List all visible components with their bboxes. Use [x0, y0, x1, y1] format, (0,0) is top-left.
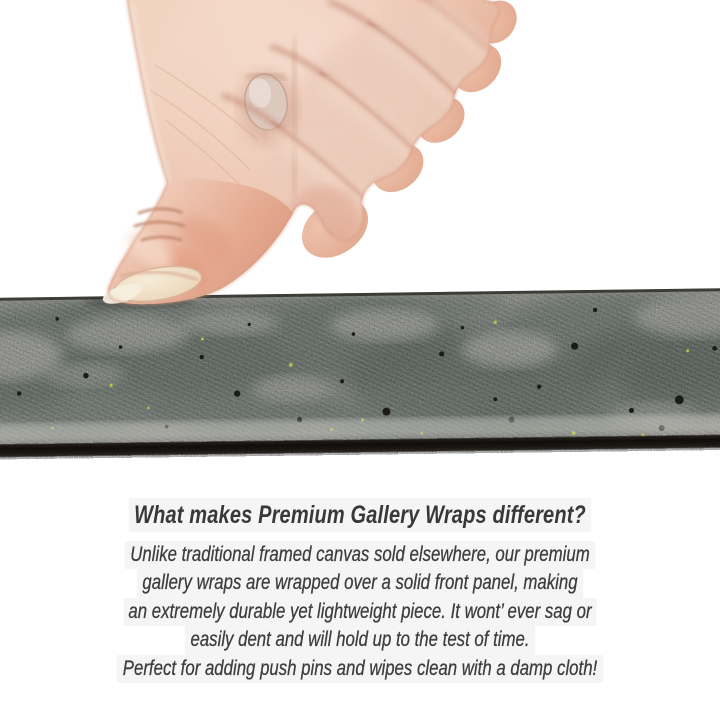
description-text-block — [72, 498, 648, 683]
canvas-edge-strip — [0, 288, 720, 468]
body-line-text: Perfect for adding push pins and wipes clean with a damp cloth! — [117, 655, 603, 683]
hand-pressing-image — [0, 0, 720, 310]
body-line-text: gallery wraps are wrapped over a solid front panel, making — [137, 569, 583, 597]
heading-text: What makes Premium Gallery Wraps different? — [128, 498, 591, 532]
description-section — [0, 498, 720, 683]
body-line — [72, 626, 648, 654]
body-line — [72, 655, 648, 683]
fist — [100, 0, 534, 310]
body-line — [72, 598, 648, 626]
body-line-text: easily dent and will hold up to the test of time. — [185, 626, 535, 654]
page-title — [72, 498, 648, 532]
body-line — [72, 569, 648, 597]
body-line-text: Unlike traditional framed canvas sold elsewhere, our premium — [125, 541, 596, 569]
canvas-texture-image — [0, 288, 720, 468]
body-line-text: an extremely durable yet lightweight piece. It wont’ ever sag or — [123, 598, 597, 626]
body-line — [72, 541, 648, 569]
thumb — [101, 179, 293, 308]
